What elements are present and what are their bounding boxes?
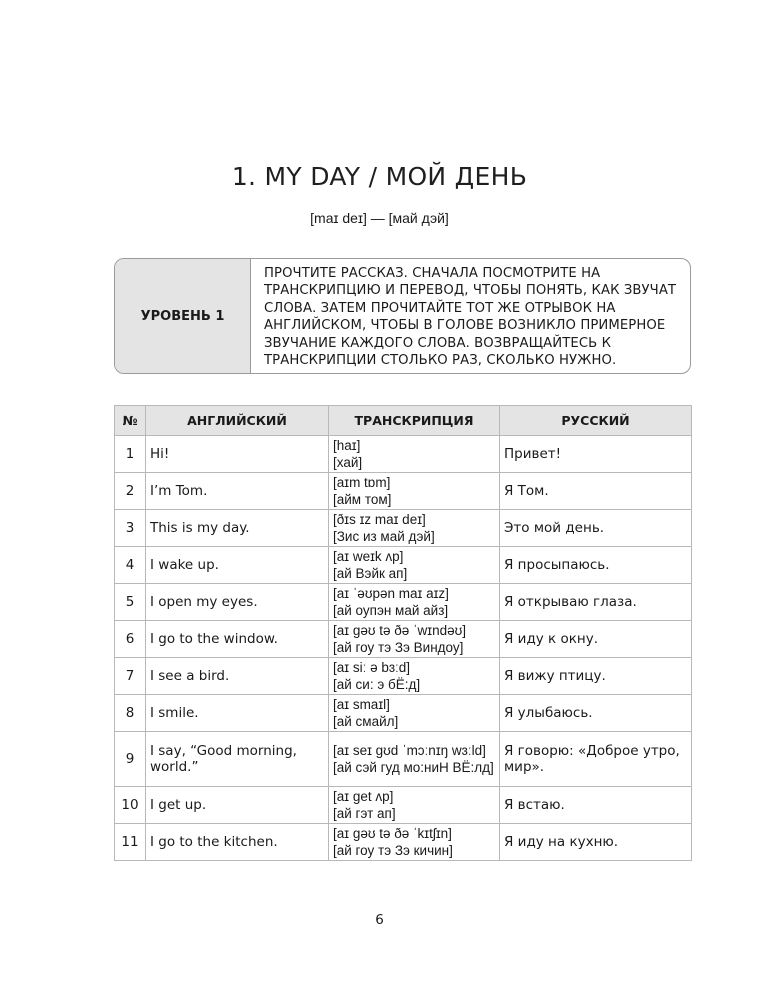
row-transcription xyxy=(329,732,500,787)
row-russian: Я иду к окну. xyxy=(500,621,692,658)
page-title: 1. MY DAY / МОЙ ДЕНЬ xyxy=(231,162,528,191)
row-num: 1 xyxy=(115,436,146,473)
ipa-text: [aɪ gəʊ tə ðə ˈwɪndəʊ] xyxy=(333,623,467,638)
row-english: I get up. xyxy=(146,787,329,824)
table-row xyxy=(115,732,692,787)
russian-transcription: [ай гоу тэ Зэ кичин] xyxy=(333,843,453,858)
level-label: УРОВЕНЬ 1 xyxy=(115,259,251,373)
russian-transcription: [ай смайл] xyxy=(333,714,399,729)
row-russian: Я открываю глаза. xyxy=(500,584,692,621)
table-row xyxy=(115,658,692,695)
ipa-text: [aɪ get ʌp] xyxy=(333,789,394,804)
ipa-text: [aɪ seɪ gʊd ˈmɔːnɪŋ wɜːld] xyxy=(333,743,486,758)
vocabulary-table xyxy=(114,405,692,861)
ipa-text: [aɪ siː ə bɜːd] xyxy=(333,660,411,675)
row-transcription xyxy=(329,547,500,584)
row-russian: Это мой день. xyxy=(500,510,692,547)
russian-transcription: [ай гоу тэ Зэ Виндоу] xyxy=(333,640,464,655)
row-transcription xyxy=(329,787,500,824)
row-russian: Я встаю. xyxy=(500,787,692,824)
ipa-text: [aɪm tɒm] xyxy=(333,475,391,490)
row-transcription xyxy=(329,436,500,473)
row-russian: Я улыбаюсь. xyxy=(500,695,692,732)
table-row xyxy=(115,621,692,658)
ipa-text: [aɪ weɪk ʌp] xyxy=(333,549,404,564)
header-transcription: ТРАНСКРИПЦИЯ xyxy=(329,406,500,436)
row-transcription xyxy=(329,473,500,510)
table-row xyxy=(115,510,692,547)
row-russian: Я говорю: «Доброе утро, мир». xyxy=(500,732,692,787)
header-english: АНГЛИЙСКИЙ xyxy=(146,406,329,436)
row-transcription xyxy=(329,621,500,658)
row-num: 3 xyxy=(115,510,146,547)
row-english: I open my eyes. xyxy=(146,584,329,621)
russian-transcription: [ай си: э бЁ:д] xyxy=(333,677,421,692)
russian-transcription: [айм том] xyxy=(333,492,392,507)
ipa-text: [haɪ] xyxy=(333,438,361,453)
russian-transcription: [ай сэй гуд мо:ниН ВЁ:лд] xyxy=(333,760,494,775)
row-num: 8 xyxy=(115,695,146,732)
row-num: 11 xyxy=(115,824,146,861)
row-english: This is my day. xyxy=(146,510,329,547)
row-transcription xyxy=(329,824,500,861)
table-row xyxy=(115,473,692,510)
russian-transcription: [ай Вэйк ап] xyxy=(333,566,408,581)
row-num: 5 xyxy=(115,584,146,621)
row-num: 2 xyxy=(115,473,146,510)
russian-transcription: [ай оупэн май айз] xyxy=(333,603,449,618)
row-russian: Я просыпаюсь. xyxy=(500,547,692,584)
table-row xyxy=(115,824,692,861)
table-row xyxy=(115,787,692,824)
level-instructions: ПРОЧТИТЕ РАССКАЗ. СНАЧАЛА ПОСМОТРИТЕ НА ТРАНСКРИПЦИЮ И ПЕРЕВОД, ЧТОБЫ ПОНЯТЬ, КАК ЗВУЧАТ СЛОВА. ЗАТЕМ ПРОЧИТАЙТЕ ТОТ ЖЕ ОТРЫВОК НА АНГЛИЙСКОМ, ЧТОБЫ В ГОЛОВЕ ВОЗНИКЛО ПРИМЕРНОЕ ЗВУЧАНИЕ КАЖДОГО СЛОВА. ВОЗВРАЩАЙТЕСЬ К ТРАНСКРИПЦИИ СТОЛЬКО РАЗ, СКОЛЬКО НУЖНО. xyxy=(264,266,677,369)
row-num: 4 xyxy=(115,547,146,584)
table-row xyxy=(115,584,692,621)
row-english: Hi! xyxy=(146,436,329,473)
row-transcription xyxy=(329,584,500,621)
row-num: 10 xyxy=(115,787,146,824)
row-num: 7 xyxy=(115,658,146,695)
header-num: № xyxy=(115,406,146,436)
russian-transcription: [Зис из май дэй] xyxy=(333,529,435,544)
ipa-text: [aɪ gəʊ tə ðə ˈkɪtʃɪn] xyxy=(333,826,452,841)
row-english: I go to the window. xyxy=(146,621,329,658)
row-english: I smile. xyxy=(146,695,329,732)
row-english: I see a bird. xyxy=(146,658,329,695)
row-russian: Я Том. xyxy=(500,473,692,510)
row-transcription xyxy=(329,658,500,695)
row-english: I’m Tom. xyxy=(146,473,329,510)
row-russian: Я иду на кухню. xyxy=(500,824,692,861)
row-english: I say, “Good morning, world.” xyxy=(146,732,329,787)
row-transcription xyxy=(329,695,500,732)
row-transcription xyxy=(329,510,500,547)
ipa-text: [aɪ ˈəʊpən maɪ aɪz] xyxy=(333,586,449,601)
row-num: 6 xyxy=(115,621,146,658)
row-russian: Я вижу птицу. xyxy=(500,658,692,695)
page-number: 6 xyxy=(375,912,384,928)
russian-transcription: [хай] xyxy=(333,455,363,470)
table-row xyxy=(115,436,692,473)
row-russian: Привет! xyxy=(500,436,692,473)
header-russian: РУССКИЙ xyxy=(500,406,692,436)
ipa-text: [aɪ smaɪl] xyxy=(333,697,390,712)
table-row xyxy=(115,695,692,732)
table-header-row xyxy=(115,406,692,436)
row-num: 9 xyxy=(115,732,146,787)
row-english: I go to the kitchen. xyxy=(146,824,329,861)
title-transcription: [maɪ deɪ] — [май дэй] xyxy=(310,210,449,226)
row-english: I wake up. xyxy=(146,547,329,584)
level-box xyxy=(114,258,691,374)
table-row xyxy=(115,547,692,584)
ipa-text: [ðɪs ɪz maɪ deɪ] xyxy=(333,512,426,527)
russian-transcription: [ай гэт ап] xyxy=(333,806,396,821)
